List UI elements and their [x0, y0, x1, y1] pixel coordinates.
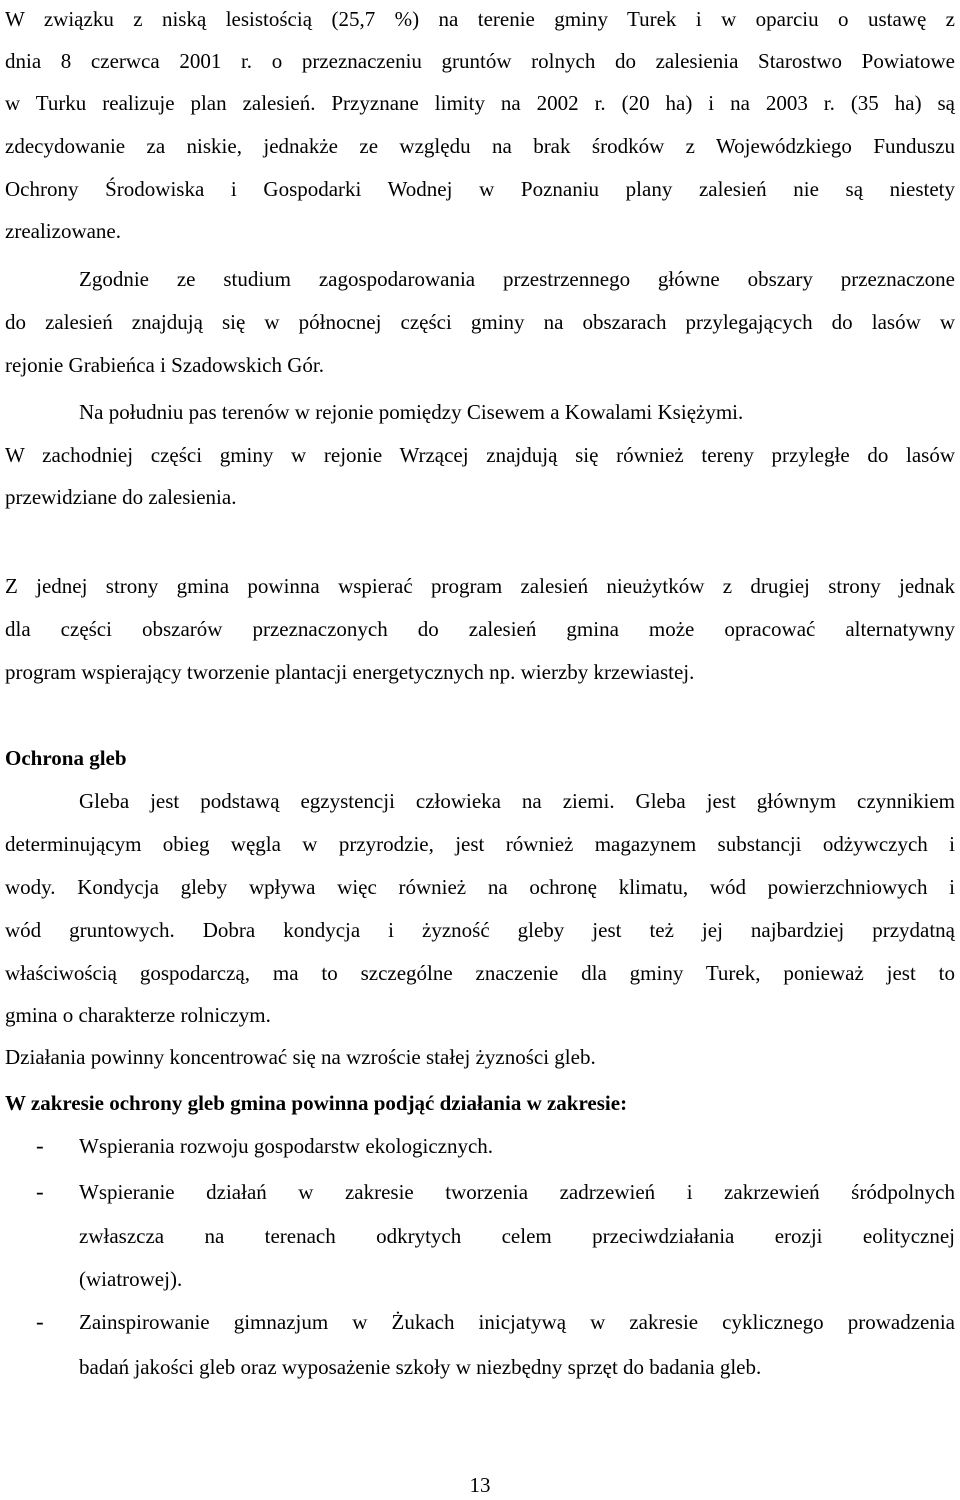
page-number: 13 [469, 1473, 491, 1497]
text-line: W zachodniej części gminy w rejonie Wrzącej znajdują się również tereny przyległe do lasów [5, 443, 955, 467]
text-line: gmina o charakterze rolniczym. [5, 1003, 271, 1027]
text-line: rejonie Grabieńca i Szadowskich Gór. [5, 353, 324, 377]
list-heading: W zakresie ochrony gleb gmina powinna podjąć działania w zakresie: [5, 1091, 628, 1115]
text-line: determinującym obieg węgla w przyrodzie, jest również magazynem substancji odżywczych i [5, 832, 955, 856]
text-line: program wspierający tworzenie plantacji energetycznych np. wierzby krzewiastej. [5, 660, 695, 684]
text-line: Gleba jest podstawą egzystencji człowieka na ziemi. Gleba jest głównym czynnikiem [79, 789, 955, 813]
text-line: Z jednej strony gmina powinna wspierać program zalesień nieużytków z drugiej strony jednak [5, 574, 955, 598]
list-item-text: Zainspirowanie gimnazjum w Żukach inicjatywą w zakresie cyklicznego prowadzenia [79, 1310, 955, 1334]
text-line: dnia 8 czerwca 2001 r. o przeznaczeniu gruntów rolnych do zalesienia Starostwo Powiatowe [5, 49, 955, 73]
text-line: Zgodnie ze studium zagospodarowania przestrzennego główne obszary przeznaczone [79, 267, 955, 291]
list-bullet: - [36, 1309, 44, 1334]
list-bullet: - [36, 1133, 44, 1158]
text-line: dla części obszarów przeznaczonych do zalesień gmina może opracować alternatywny [5, 617, 955, 641]
text-line: zrealizowane. [5, 219, 122, 243]
list-item-text: badań jakości gleb oraz wyposażenie szkoły w niezbędny sprzęt do badania gleb. [79, 1355, 762, 1379]
list-item-text: Wspieranie działań w zakresie tworzenia zadrzewień i zakrzewień śródpolnych [79, 1180, 955, 1204]
text-line: w Turku realizuje plan zalesień. Przyznane limity na 2002 r. (20 ha) i na 2003 r. (35 ha) są [5, 91, 955, 115]
text-line: właściwością gospodarczą, ma to szczególne znaczenie dla gminy Turek, ponieważ jest to [5, 961, 955, 985]
text-line: Ochrony Środowiska i Gospodarki Wodnej w Poznaniu plany zalesień nie są niestety [5, 177, 955, 201]
list-item-text: Wspierania rozwoju gospodarstw ekologicznych. [79, 1134, 494, 1158]
list-bullet: - [36, 1179, 44, 1204]
text-line: W związku z niską lesistością (25,7 %) na terenie gminy Turek i w oparciu o ustawę z [5, 7, 955, 31]
text-line: do zalesień znajdują się w północnej części gminy na obszarach przylegających do lasów w [5, 310, 955, 334]
list-item-text: (wiatrowej). [79, 1267, 183, 1291]
text-line: wody. Kondycja gleby wpływa więc również na ochronę klimatu, wód powierzchniowych i [5, 875, 955, 899]
text-line: wód gruntowych. Dobra kondycja i żyzność gleby jest też jej najbardziej przydatną [5, 918, 955, 942]
text-line: przewidziane do zalesienia. [5, 485, 237, 509]
section-heading: Ochrona gleb [5, 746, 127, 770]
paragraph-south-area: Na południu pas terenów w rejonie pomiędzy Cisewem a Kowalami Księżymi. [79, 400, 744, 424]
list-item-text: zwłaszcza na terenach odkrytych celem przeciwdziałania erozji eolitycznej [79, 1224, 955, 1248]
text-line: zdecydowanie za niskie, jednakże ze względu na brak środków z Wojewódzkiego Funduszu [5, 134, 955, 158]
paragraph-soil-fertility: Działania powinny koncentrować się na wzroście stałej żyzności gleb. [5, 1045, 596, 1069]
